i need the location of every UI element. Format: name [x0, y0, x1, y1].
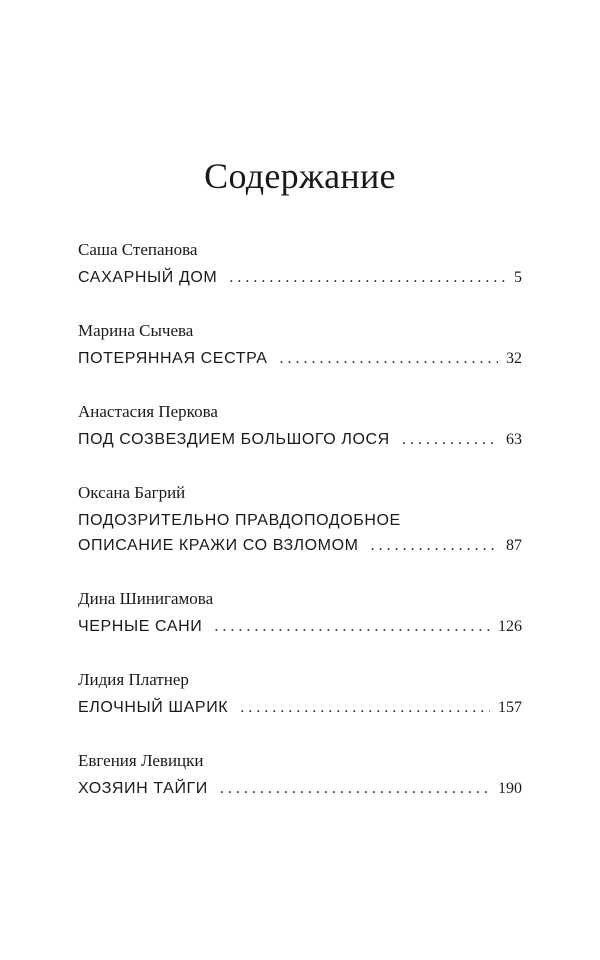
- toc-title-line: [78, 346, 522, 371]
- toc-title: ХОЗЯИН ТАЙГИ: [78, 780, 208, 797]
- toc-title: ЕЛОЧНЫЙ ШАРИК: [78, 699, 229, 716]
- toc-entry: [78, 319, 522, 371]
- toc-title: САХАРНЫЙ ДОМ: [78, 269, 218, 286]
- page-number: 157: [498, 699, 522, 716]
- page-title: Содержание: [204, 156, 396, 196]
- toc-entry: [78, 481, 522, 558]
- toc-title: ПОТЕРЯННАЯ СЕСТРА: [78, 350, 268, 367]
- toc-title: ОПИСАНИЕ КРАЖИ СО ВЗЛОМОМ: [78, 537, 359, 554]
- dot-leader: [214, 614, 490, 639]
- toc-entry: [78, 668, 522, 720]
- table-of-contents: [78, 238, 522, 830]
- toc-entry: [78, 400, 522, 452]
- toc-title-line: [78, 265, 522, 290]
- toc-title-line: [78, 695, 522, 720]
- toc-title-line: [78, 508, 522, 533]
- toc-author: Дина Шинигамова: [78, 589, 214, 608]
- toc-entry: [78, 749, 522, 801]
- toc-author: Анастасия Перкова: [78, 402, 218, 421]
- page-number: 190: [498, 780, 522, 797]
- toc-author: Саша Степанова: [78, 240, 198, 259]
- dot-leader: [402, 427, 498, 452]
- toc-title: ЧЕРНЫЕ САНИ: [78, 618, 203, 635]
- toc-author: Марина Сычева: [78, 321, 194, 340]
- toc-author: Евгения Левицки: [78, 751, 204, 770]
- toc-title: ПОДОЗРИТЕЛЬНО ПРАВДОПОДОБНОЕ: [78, 512, 401, 529]
- toc-title-line: [78, 533, 522, 558]
- dot-leader: [240, 695, 490, 720]
- toc-author: Оксана Багрий: [78, 483, 186, 502]
- toc-title-line: [78, 776, 522, 801]
- dot-leader: [280, 346, 498, 371]
- dot-leader: [371, 533, 498, 558]
- toc-author: Лидия Платнер: [78, 670, 189, 689]
- toc-entry: [78, 238, 522, 290]
- page-number: 63: [506, 431, 522, 448]
- toc-title-line: [78, 427, 522, 452]
- toc-title-line: [78, 614, 522, 639]
- page-number: 126: [498, 618, 522, 635]
- dot-leader: [229, 265, 506, 290]
- page-number: 32: [506, 350, 522, 367]
- toc-entry: [78, 587, 522, 639]
- dot-leader: [220, 776, 490, 801]
- toc-title: ПОД СОЗВЕЗДИЕМ БОЛЬШОГО ЛОСЯ: [78, 431, 390, 448]
- page-number: 87: [506, 537, 522, 554]
- page-number: 5: [514, 269, 522, 286]
